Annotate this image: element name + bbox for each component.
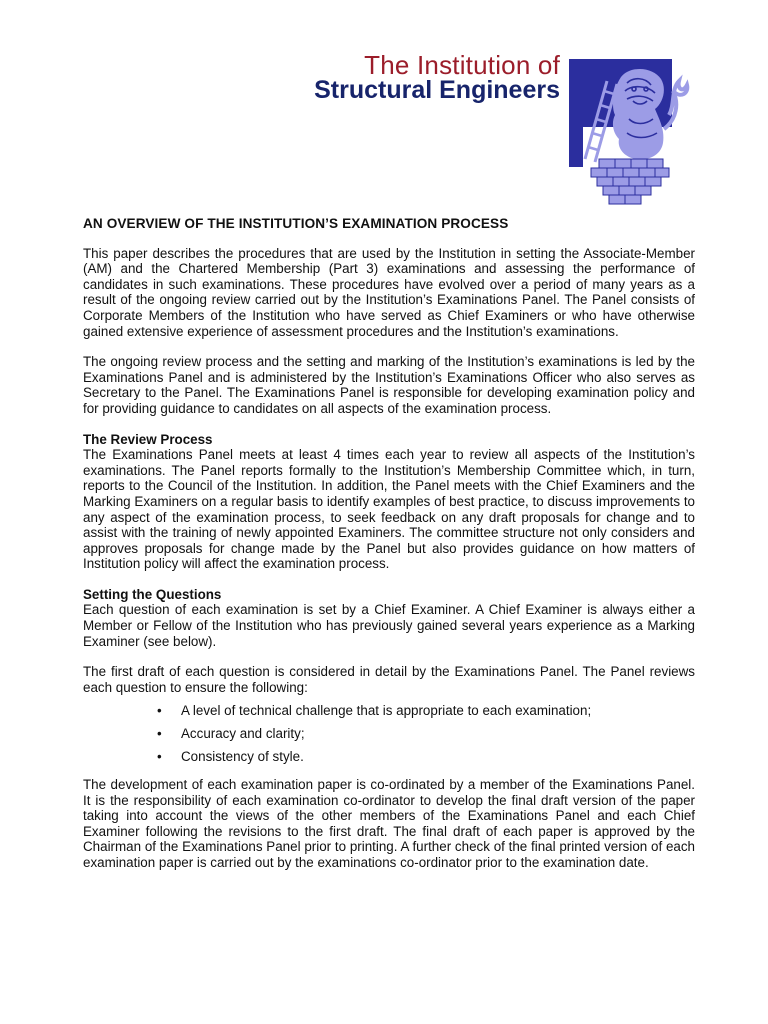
list-item-text: A level of technical challenge that is appropriate to each examination; xyxy=(181,703,592,719)
setting-section xyxy=(83,587,695,649)
review-section-title: The Review Process xyxy=(83,431,213,447)
list-item-text: Consistency of style. xyxy=(181,749,304,765)
institution-title-line2: Structural Engineers xyxy=(314,76,560,104)
list-item xyxy=(157,703,695,719)
development-paragraph: The development of each examination paper is co-ordinated by a member of the Examinations Panel. It is the responsibility of each examination co-ordinator to develop the final draft version of the paper taking into account the views of the other members of the Examinations Panel and each Chief Examiner following the revisions to the first draft. The final draft of each paper is approved by the Chairman of the Examinations Panel prior to printing. A further check of the final printed version of each examination paper is carried out by the examinations co-ordinator prior to the examination date. xyxy=(83,777,695,870)
bullet-icon: • xyxy=(157,749,162,765)
review-section-body: The Examinations Panel meets at least 4 times each year to review all aspects of the Institution’s examinations. The Panel reports formally to the Institution’s Membership Committee which, in turn, reports to the Council of the Institution. In addition, the Panel meets with the Chief Examiners and the Marking Examiners on a regular basis to identify examples of best practice, to discuss improvements to any aspect of the examination process, to seek feedback on any draft proposals for change and to assist with the training of newly appointed Examiners. The committee structure not only considers and approves proposals for change made by the Panel but also provides guidance on how matters of Institution policy will affect the examination process. xyxy=(83,447,695,572)
bullet-icon: • xyxy=(157,726,162,742)
letterhead xyxy=(0,0,768,210)
draft-intro-paragraph: The first draft of each question is considered in detail by the Examinations Panel. The Panel reviews each question to ensure the following: xyxy=(83,664,695,695)
setting-section-title: Setting the Questions xyxy=(83,586,222,602)
list-item xyxy=(157,749,695,765)
institution-title-line1: The Institution of xyxy=(364,50,560,80)
intro-paragraph-1: This paper describes the procedures that are used by the Institution in setting the Associate-Member (AM) and the Chartered Membership (Part 3) examinations and assessing the performance of candidates in such examinations. These procedures have evolved over a period of many years as a result of the ongoing review carried out by the Institution’s Examinations Panel. The Panel consists of Corporate Members of the Institution who have served as Chief Examiners or who have otherwise gained extensive experience of assessment procedures and the Institution’s examinations. xyxy=(83,245,695,339)
document-body xyxy=(83,216,695,886)
lion-crest-icon xyxy=(569,59,693,208)
list-item xyxy=(157,726,695,742)
criteria-list xyxy=(83,703,695,765)
list-item-text: Accuracy and clarity; xyxy=(181,726,305,742)
setting-section-body: Each question of each examination is set by a Chief Examiner. A Chief Examiner is always either a Member or Fellow of the Institution who has previously gained several years experience as a Marking Examiner (see below). xyxy=(83,602,695,649)
document-heading: AN OVERVIEW OF THE INSTITUTION’S EXAMINATION PROCESS xyxy=(83,216,509,231)
intro-paragraph-2: The ongoing review process and the setting and marking of the Institution’s examinations is led by the Examinations Panel and is administered by the Institution’s Examinations Officer who also serves as Secretary to the Panel. The Examinations Panel is responsible for developing examination policy and for providing guidance to candidates on all aspects of the examination process. xyxy=(83,354,695,416)
bullet-icon: • xyxy=(157,703,162,719)
review-section xyxy=(83,432,695,572)
